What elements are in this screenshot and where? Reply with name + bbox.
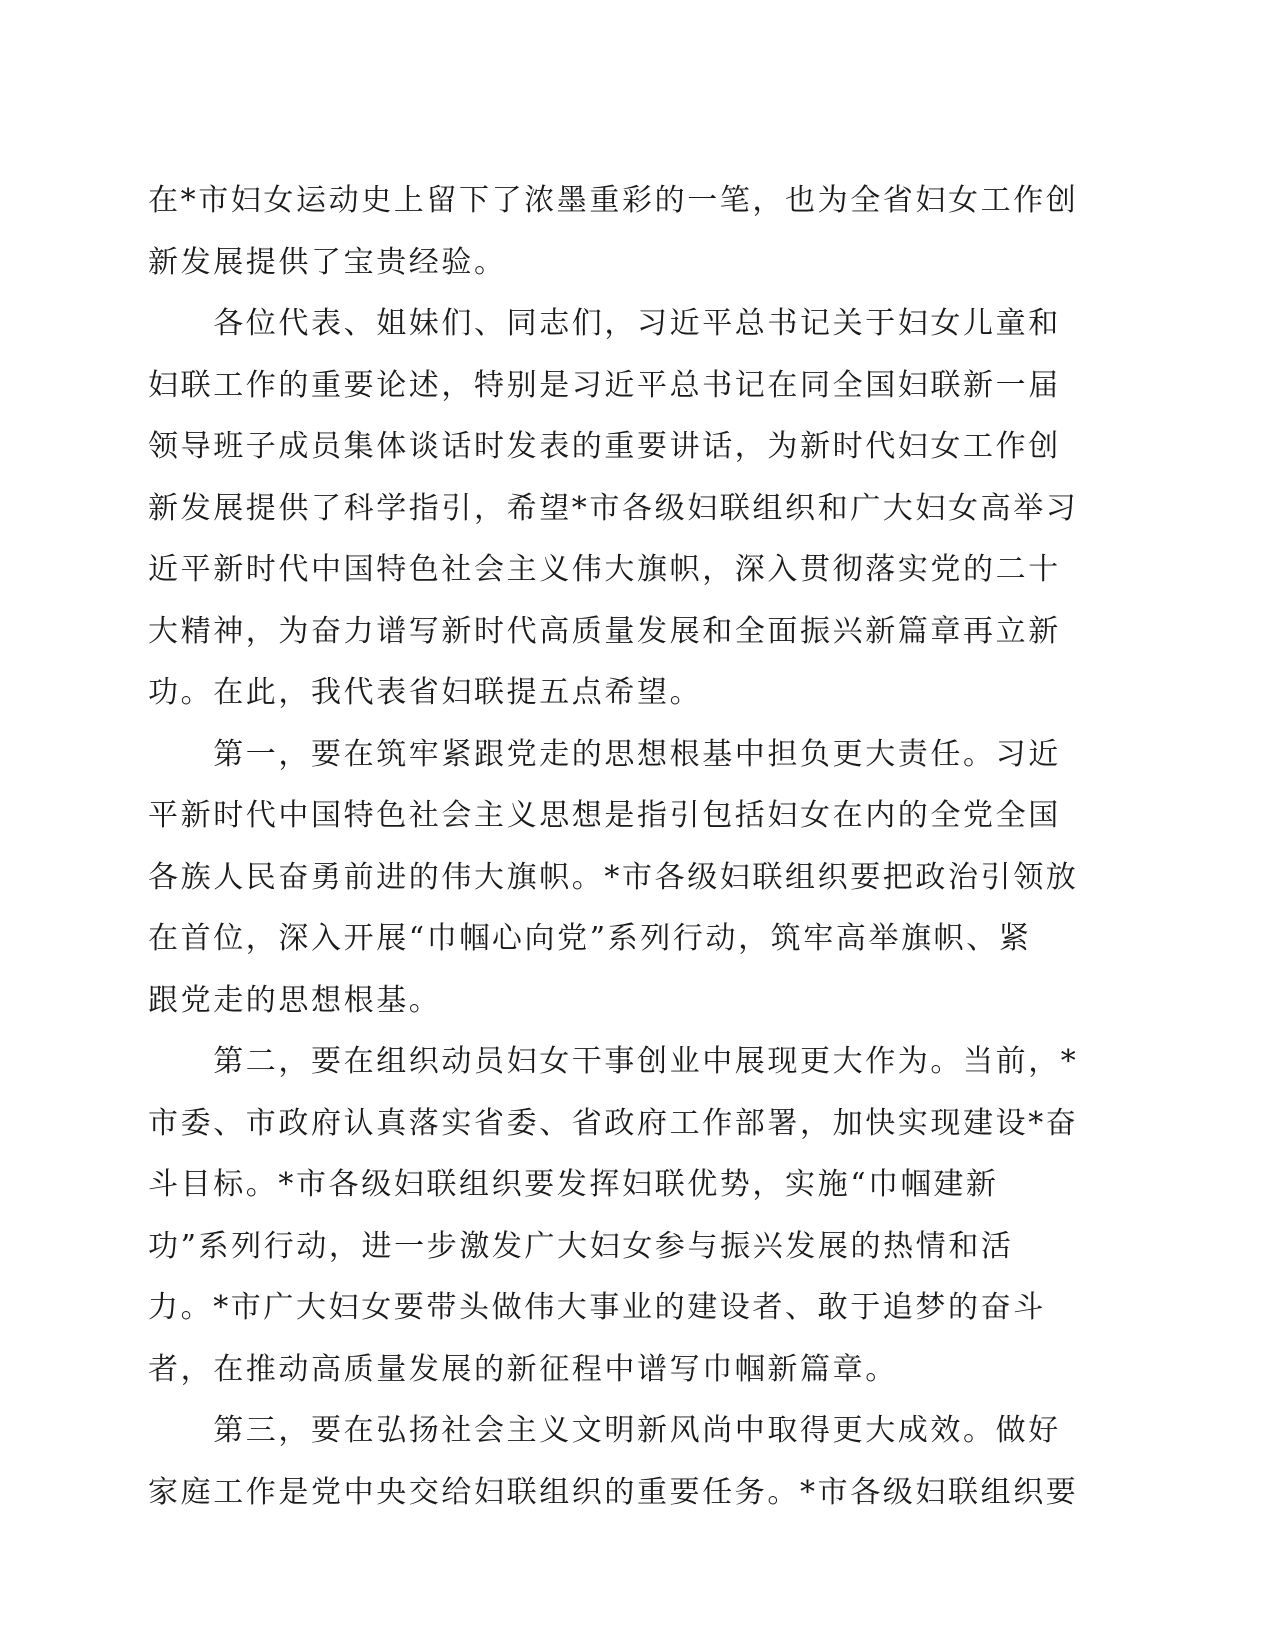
text-line: 各位代表、姐妹们、同志们，习近平总书记关于妇女儿童和 bbox=[148, 306, 1061, 341]
text-line: 跟党走的思想根基。 bbox=[148, 982, 442, 1018]
text-line: 各族人民奋勇前进的伟大旗帜。*市各级妇联组织要把政治引领放 bbox=[148, 859, 1079, 895]
text-line: 功。在此，我代表省妇联提五点希望。 bbox=[148, 675, 703, 710]
text-line: 第二，要在组织动员妇女干事创业中展现更大作为。当前，* bbox=[148, 1044, 1079, 1079]
text-line: 新发展提供了宝贵经验。 bbox=[148, 244, 507, 280]
text-line: 市委、市政府认真落实省委、省政府工作部署，加快实现建设*奋 bbox=[148, 1105, 1079, 1141]
text-line: 近平新时代中国特色社会主义伟大旗帜，深入贯彻落实党的二十 bbox=[148, 552, 1061, 587]
text-line: 第一，要在筑牢紧跟党走的思想根基中担负更大责任。习近 bbox=[148, 736, 1061, 772]
text-line: 家庭工作是党中央交给妇联组织的重要任务。*市各级妇联组织要 bbox=[148, 1474, 1079, 1510]
text-line: 者，在推动高质量发展的新征程中谱写巾帼新篇章。 bbox=[148, 1351, 898, 1387]
text-line: 斗目标。*市各级妇联组织要发挥妇联优势，实施“巾帼建新 bbox=[148, 1167, 999, 1202]
text-line: 领导班子成员集体谈话时发表的重要讲话，为新时代妇女工作创 bbox=[148, 429, 1061, 464]
text-line: 平新时代中国特色社会主义思想是指引包括妇女在内的全党全国 bbox=[148, 798, 1061, 833]
text-line: 妇联工作的重要论述，特别是习近平总书记在同全国妇联新一届 bbox=[148, 367, 1061, 403]
text-line: 新发展提供了科学指引，希望*市各级妇联组织和广大妇女高举习 bbox=[148, 490, 1079, 526]
text-line: 在首位，深入开展“巾帼心向党”系列行动，筑牢高举旗帜、紧 bbox=[148, 921, 1032, 956]
text-line: 功”系列行动，进一步激发广大妇女参与振兴发展的热情和活 bbox=[148, 1228, 1014, 1264]
text-line: 在*市妇女运动史上留下了浓墨重彩的一笔，也为全省妇女工作创 bbox=[148, 183, 1079, 218]
text-line: 力。*市广大妇女要带头做伟大事业的建设者、敢于追梦的奋斗 bbox=[148, 1290, 1046, 1325]
text-line: 大精神，为奋力谱写新时代高质量发展和全面振兴新篇章再立新 bbox=[148, 613, 1061, 649]
text-line: 第三，要在弘扬社会主义文明新风尚中取得更大成效。做好 bbox=[148, 1413, 1061, 1448]
document-body bbox=[148, 170, 1079, 1523]
